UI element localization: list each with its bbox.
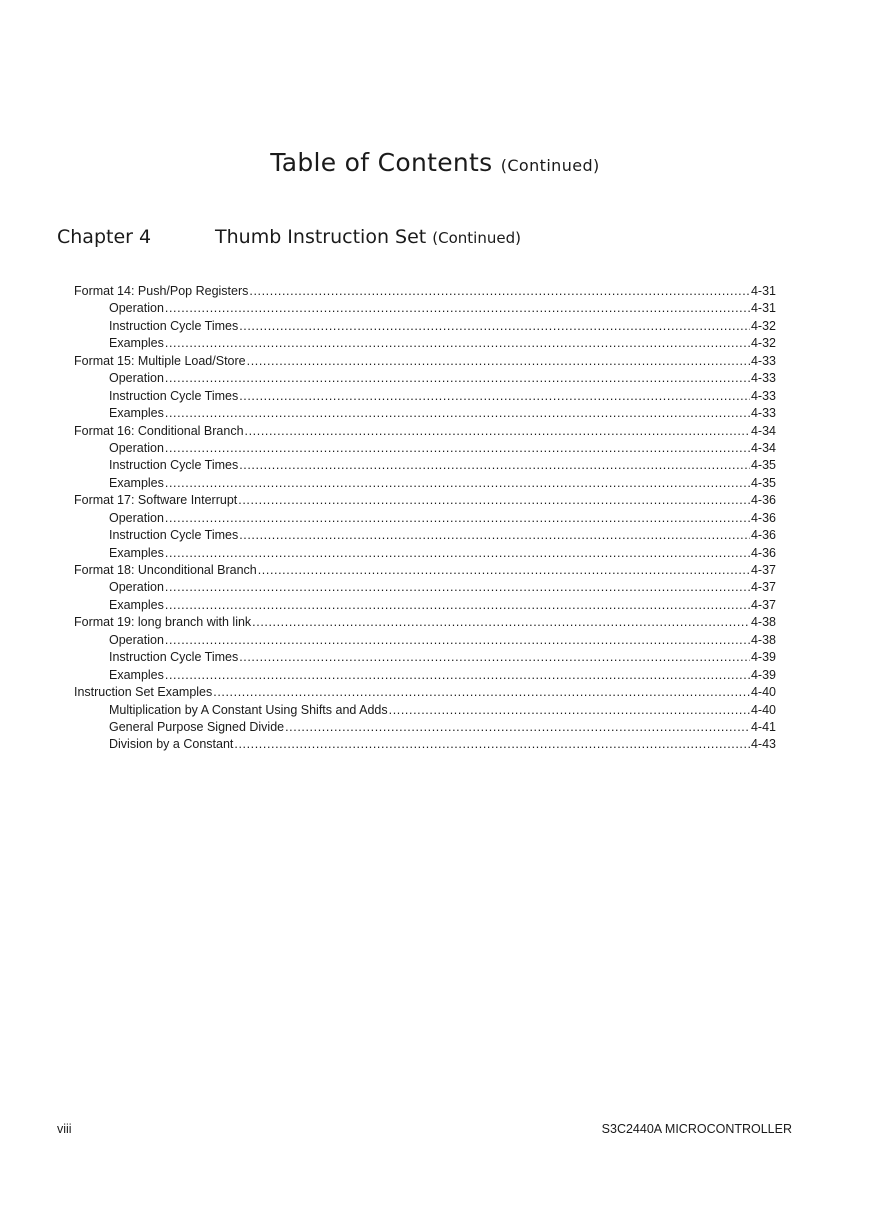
toc-entry-title: Format 17: Software Interrupt <box>74 493 238 508</box>
toc-entry-title: Format 18: Unconditional Branch <box>74 563 257 577</box>
toc-dot-leader <box>165 335 750 352</box>
toc-dot-leader <box>252 614 750 631</box>
toc-dot-leader <box>165 579 750 596</box>
toc-dot-leader <box>239 318 750 335</box>
toc-entry-title: Instruction Cycle Times <box>109 528 239 543</box>
toc-entry[interactable] <box>74 423 776 440</box>
toc-dot-leader <box>239 457 750 474</box>
toc-entry-page: 4-35 <box>750 458 776 473</box>
toc-entry-title: Examples <box>109 667 164 682</box>
toc-dot-leader <box>245 423 750 440</box>
toc-entry-page: 4-31 <box>750 284 776 298</box>
toc-entry-title: Operation <box>109 440 164 455</box>
toc-entry[interactable] <box>74 597 776 614</box>
toc-entry-page: 4-34 <box>750 423 776 438</box>
toc-entry[interactable] <box>74 545 776 562</box>
toc-entry[interactable] <box>74 300 776 317</box>
toc-entry-page: 4-33 <box>750 371 776 386</box>
toc-entry-title: Division by a Constant <box>109 737 234 752</box>
toc-dot-leader <box>165 370 750 387</box>
toc-dot-leader <box>249 283 750 300</box>
toc-entry-title: Examples <box>109 406 164 421</box>
toc-entry[interactable] <box>74 457 776 474</box>
toc-entry-page: 4-37 <box>750 597 776 612</box>
toc-dot-leader <box>165 300 750 317</box>
toc-entry-page: 4-32 <box>750 318 776 333</box>
toc-entry-title: Instruction Cycle Times <box>109 458 239 473</box>
toc-entry-page: 4-41 <box>750 719 776 734</box>
toc-entry[interactable] <box>74 475 776 492</box>
toc-entry-title: Operation <box>109 301 164 316</box>
toc-dot-leader <box>165 667 750 684</box>
toc-entry-title: General Purpose Signed Divide <box>109 719 285 734</box>
toc-dot-leader <box>213 684 750 701</box>
toc-dot-leader <box>258 562 750 579</box>
toc-entry-page: 4-31 <box>750 301 776 316</box>
toc-dot-leader <box>389 702 750 719</box>
toc-dot-leader <box>239 388 750 405</box>
toc-entry-title: Format 16: Conditional Branch <box>74 423 244 438</box>
toc-entry-page: 4-32 <box>750 336 776 351</box>
toc-entry[interactable] <box>74 405 776 422</box>
toc-entry-title: Operation <box>109 510 164 525</box>
toc-entry[interactable] <box>74 370 776 387</box>
toc-entry-title: Examples <box>109 475 164 490</box>
toc-dot-leader <box>239 649 750 666</box>
footer-page-number: viii <box>57 1122 72 1136</box>
toc-dot-leader <box>234 736 750 753</box>
toc-list <box>74 283 776 754</box>
toc-entry-page: 4-35 <box>750 475 776 490</box>
toc-entry-page: 4-39 <box>750 650 776 665</box>
toc-entry[interactable] <box>74 579 776 596</box>
toc-entry[interactable] <box>74 353 776 370</box>
toc-entry[interactable] <box>74 510 776 527</box>
toc-entry-title: Format 14: Push/Pop Registers <box>74 284 249 298</box>
toc-entry[interactable] <box>74 440 776 457</box>
toc-entry-page: 4-37 <box>750 563 776 577</box>
toc-entry[interactable] <box>74 614 776 631</box>
chapter-title-text: Thumb Instruction Set <box>215 226 427 248</box>
toc-entry[interactable] <box>74 335 776 352</box>
toc-dot-leader <box>165 440 750 457</box>
toc-entry-title: Multiplication by A Constant Using Shifts and Adds <box>109 702 388 717</box>
toc-dot-leader <box>165 632 750 649</box>
footer-product-name: S3C2440A MICROCONTROLLER <box>601 1122 792 1136</box>
toc-entry-page: 4-33 <box>750 406 776 421</box>
toc-entry-page: 4-36 <box>750 528 776 543</box>
toc-entry[interactable] <box>74 492 776 509</box>
toc-entry-page: 4-38 <box>750 615 776 630</box>
toc-entry-title: Operation <box>109 580 164 595</box>
toc-entry-page: 4-40 <box>750 685 776 700</box>
toc-entry-page: 4-38 <box>750 632 776 647</box>
toc-entry-title: Instruction Set Examples <box>74 685 213 700</box>
chapter-heading <box>57 226 817 248</box>
chapter-title-continued: (Continued) <box>432 229 521 247</box>
toc-entry[interactable] <box>74 283 776 300</box>
toc-entry[interactable] <box>74 527 776 544</box>
toc-entry-page: 4-33 <box>750 353 776 368</box>
chapter-label: Chapter 4 <box>57 226 152 248</box>
toc-entry-page: 4-40 <box>750 702 776 717</box>
toc-entry-title: Operation <box>109 632 164 647</box>
toc-entry-page: 4-36 <box>750 545 776 560</box>
toc-entry-title: Operation <box>109 371 164 386</box>
toc-dot-leader <box>165 545 750 562</box>
toc-entry[interactable] <box>74 318 776 335</box>
toc-entry[interactable] <box>74 632 776 649</box>
toc-entry-page: 4-34 <box>750 440 776 455</box>
page-title <box>0 148 870 177</box>
toc-entry[interactable] <box>74 702 776 719</box>
toc-entry[interactable] <box>74 562 776 579</box>
toc-dot-leader <box>165 475 750 492</box>
toc-entry-page: 4-36 <box>750 493 776 508</box>
toc-entry-title: Format 15: Multiple Load/Store <box>74 353 246 368</box>
toc-entry[interactable] <box>74 719 776 736</box>
toc-entry-title: Examples <box>109 336 164 351</box>
toc-entry[interactable] <box>74 388 776 405</box>
toc-entry-title: Examples <box>109 545 164 560</box>
toc-entry[interactable] <box>74 649 776 666</box>
toc-dot-leader <box>165 405 750 422</box>
chapter-title <box>215 226 521 248</box>
toc-dot-leader <box>165 510 750 527</box>
toc-entry-page: 4-43 <box>750 737 776 752</box>
page-title-continued: (Continued) <box>500 156 600 175</box>
toc-dot-leader <box>285 719 750 736</box>
toc-entry[interactable] <box>74 667 776 684</box>
toc-dot-leader <box>165 597 750 614</box>
toc-entry-title: Instruction Cycle Times <box>109 388 239 403</box>
toc-entry-page: 4-37 <box>750 580 776 595</box>
toc-entry-title: Instruction Cycle Times <box>109 318 239 333</box>
toc-dot-leader <box>247 353 750 370</box>
page-title-main: Table of Contents <box>270 148 493 177</box>
toc-dot-leader <box>238 492 750 509</box>
toc-entry-title: Format 19: long branch with link <box>74 615 252 630</box>
toc-entry-page: 4-33 <box>750 388 776 403</box>
toc-entry[interactable] <box>74 736 776 753</box>
toc-entry-title: Instruction Cycle Times <box>109 650 239 665</box>
toc-entry-page: 4-36 <box>750 510 776 525</box>
toc-entry[interactable] <box>74 684 776 701</box>
toc-dot-leader <box>239 527 750 544</box>
toc-entry-page: 4-39 <box>750 667 776 682</box>
toc-entry-title: Examples <box>109 597 164 612</box>
